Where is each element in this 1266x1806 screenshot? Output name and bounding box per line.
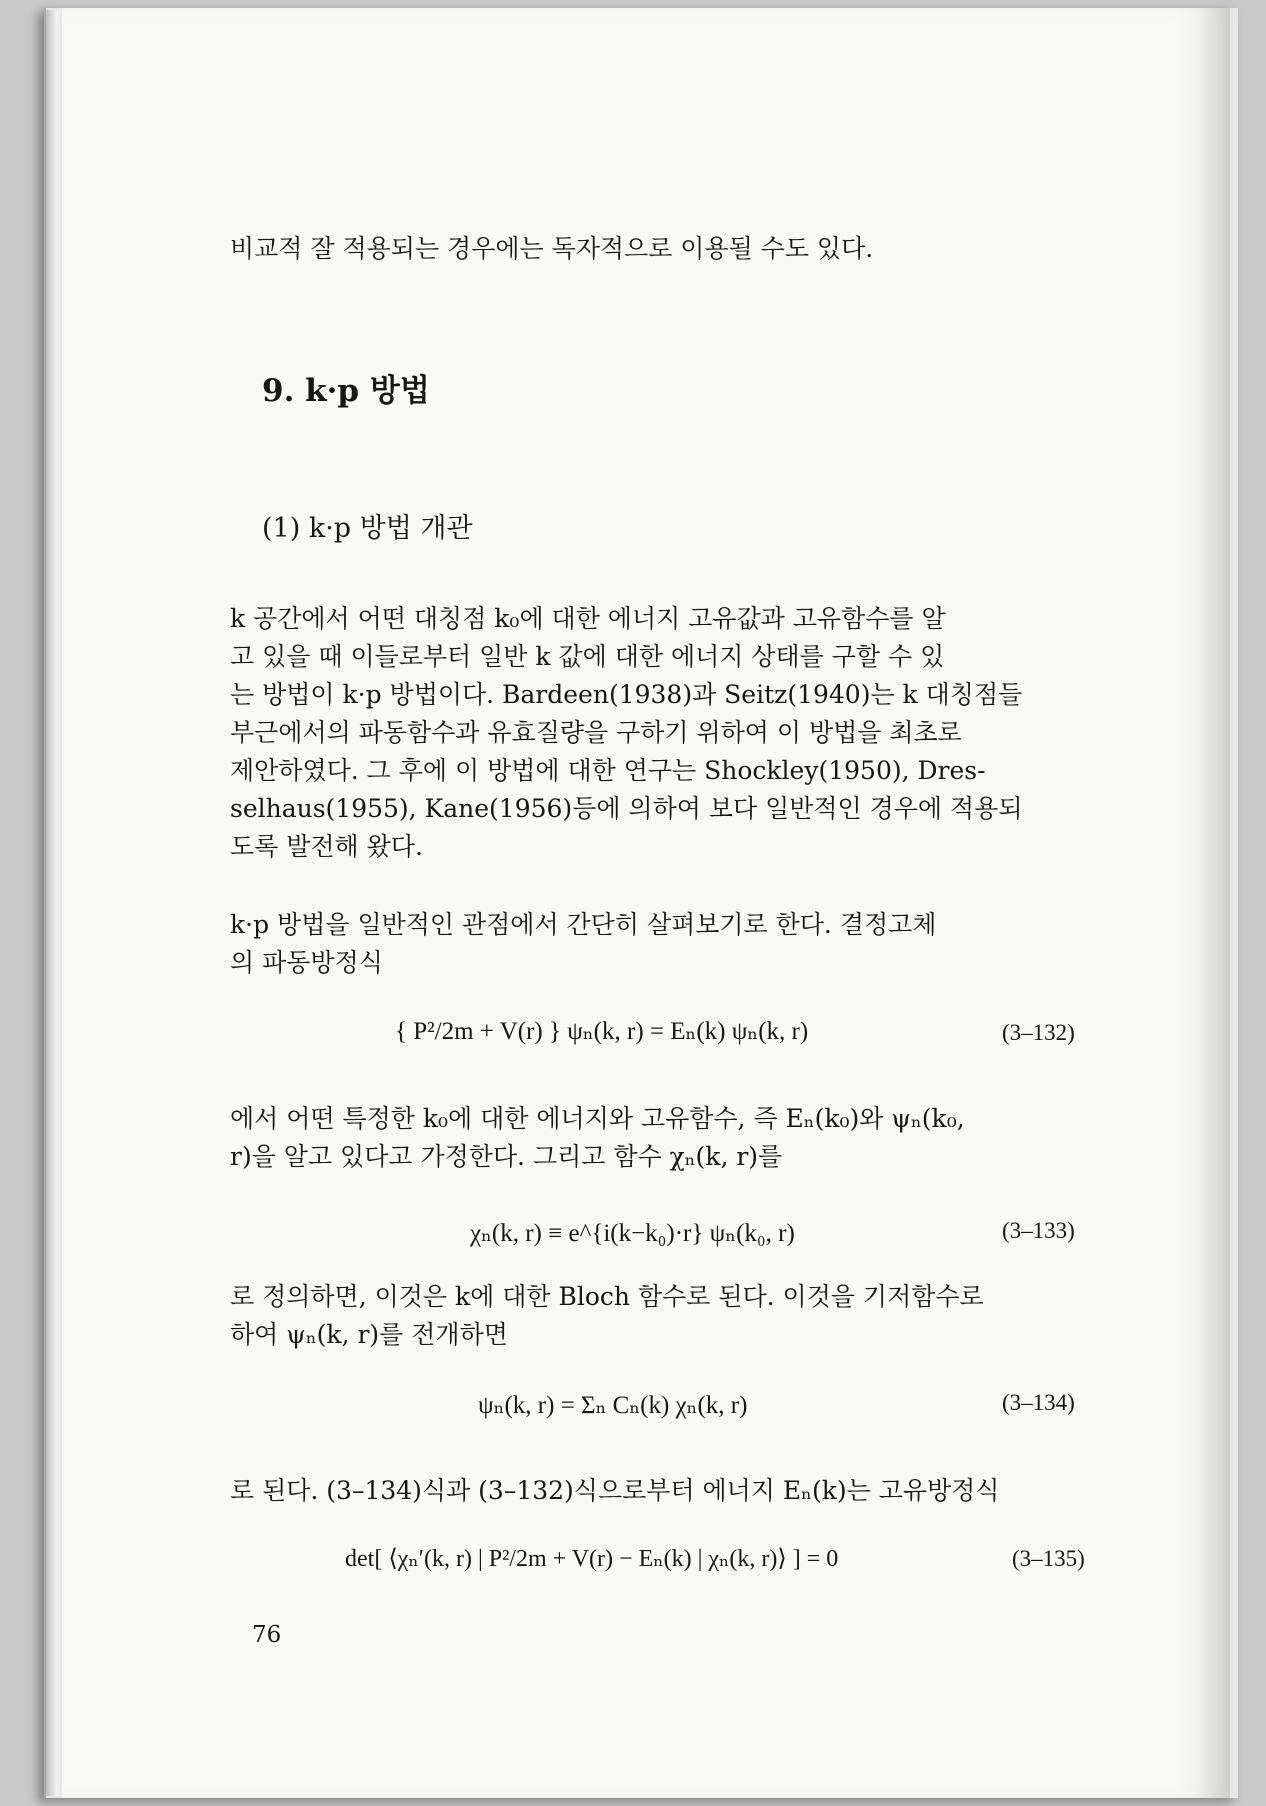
equation-number-3-133: (3–133) [1002,1218,1075,1243]
p1-line: 제안하였다. 그 후에 이 방법에 대한 연구는 Shockley(1950), Dres- [230,756,986,785]
p1-line: 고 있을 때 이들로부터 일반 k 값에 대한 에너지 상태를 구할 수 있 [230,642,945,671]
section-heading: 9. k·p 방법 [262,373,430,409]
p4-line: 하여 ψₙ(k, r)를 전개하면 [230,1320,508,1349]
p1-line: k 공간에서 어떤 대칭점 k₀에 대한 에너지 고유값과 고유함수를 알 [230,604,946,633]
paragraph-1 [230,600,1022,866]
equation-3-132: { P²/2m + V(r) } ψₙ(k, r) = Eₙ(k) ψₙ(k, r) [395,1018,809,1045]
book-page [62,8,1230,1798]
paragraph-5 [230,1472,999,1510]
p1-line: 는 방법이 k·p 방법이다. Bardeen(1938)과 Seitz(1940)는 k 대칭점들 [230,680,1023,709]
p5-line: 로 된다. (3–134)식과 (3–132)식으로부터 에너지 Eₙ(k)는 고유방정식 [230,1476,1000,1505]
equation-3-134: ψₙ(k, r) = Σₙ Cₙ(k) χₙ(k, r) [478,1392,748,1419]
paragraph-4 [230,1278,984,1354]
p1-line: 도록 발전해 왔다. [230,832,423,861]
paragraph-2 [230,906,936,982]
p2-line: 의 파동방정식 [230,948,383,977]
paragraph-3 [230,1100,965,1176]
p4-line: 로 정의하면, 이것은 k에 대한 Bloch 함수로 된다. 이것을 기저함수로 [230,1282,984,1311]
equation-number-3-135: (3–135) [1012,1546,1085,1571]
equation-3-135: det[ ⟨χₙ′(k, r) | P²/2m + V(r) − Eₙ(k) | χₙ(k, r)⟩ ] = 0 [345,1546,839,1572]
p1-line: selhaus(1955), Kane(1956)등에 의하여 보다 일반적인 경우에 적용되 [230,794,1023,823]
equation-3-133: χₙ(k, r) ≡ e^{i(k−k₀)·r} ψₙ(k₀, r) [470,1220,795,1247]
subsection-heading: (1) k·p 방법 개관 [262,513,473,544]
page-number: 76 [252,1622,282,1648]
equation-number-3-132: (3–132) [1002,1020,1075,1045]
p2-line: k·p 방법을 일반적인 관점에서 간단히 살펴보기로 한다. 결정고체 [230,910,937,939]
intro-line: 비교적 잘 적용되는 경우에는 독자적으로 이용될 수도 있다. [230,234,874,263]
p1-line: 부근에서의 파동함수과 유효질량을 구하기 위하여 이 방법을 최초로 [230,718,962,747]
p3-line: r)을 알고 있다고 가정한다. 그리고 함수 χₙ(k, r)를 [230,1142,783,1171]
p3-line: 에서 어떤 특정한 k₀에 대한 에너지와 고유함수, 즉 Eₙ(k₀)와 ψₙ(k₀, [230,1104,965,1133]
equation-number-3-134: (3–134) [1002,1390,1075,1415]
